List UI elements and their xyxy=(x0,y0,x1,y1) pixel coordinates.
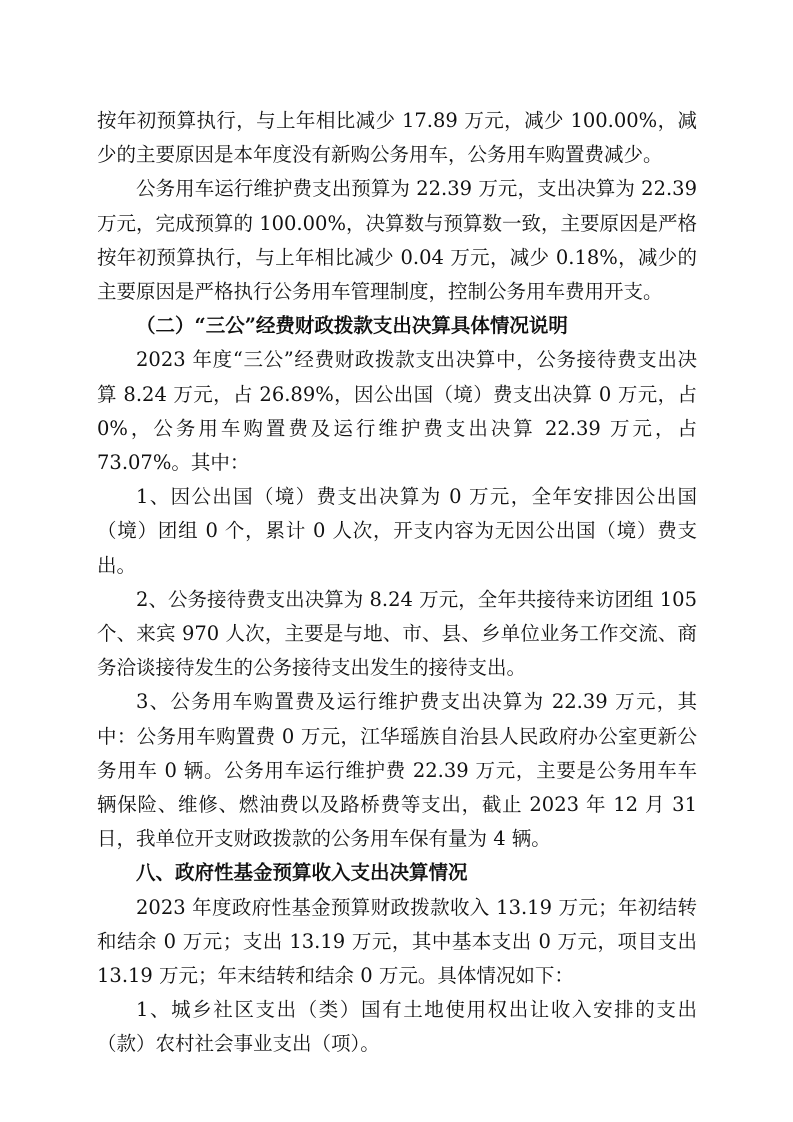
document-body xyxy=(97,104,697,1062)
paragraph-official-reception: 2、公务接待费支出决算为 8.24 万元，全年共接待来访团组 105 个、来宾 970 人次，主要是与地、市、县、乡单位业务工作交流、商务洽谈接待发生的公务接待支出发生的接待支出。 xyxy=(97,587,697,680)
paragraph-vehicle-maintenance: 公务用车运行维护费支出预算为 22.39 万元，支出决算为 22.39 万元，完成预算的 100.00%，决算数与预算数一致，主要原因是严格按年初预算执行，与上年相比减少 0.04 万元，减少 0.18%，减少的主要原因是严格执行公务用车管理制度，控制公务用车费用开支。 xyxy=(97,177,697,304)
paragraph-urban-rural-expenditure: 1、城乡社区支出（类）国有土地使用权出让收入安排的支出（款）农村社会事业支出（项）。 xyxy=(97,998,697,1056)
section-heading-government-fund: 八、政府性基金预算收入支出决算情况 xyxy=(136,861,468,885)
paragraph-overseas-travel: 1、因公出国（境）费支出决算为 0 万元，全年安排因公出国（境）团组 0 个，累计 0 人次，开支内容为无因公出国（境）费支出。 xyxy=(97,485,697,577)
paragraph-vehicle-purchase-conclusion: 按年初预算执行，与上年相比减少 17.89 万元，减少 100.00%，减少的主要原因是本年度没有新购公务用车，公务用车购置费减少。 xyxy=(97,109,697,167)
paragraph-official-vehicles: 3、公务用车购置费及运行维护费支出决算为 22.39 万元，其中：公务用车购置费 0 万元，江华瑶族自治县人民政府办公室更新公务用车 0 辆。公务用车运行维护费 22.39 万元，主要是公务用车车辆保险、维修、燃油费以及路桥费等支出，截止 2023 年 12 月 31 日，我单位开支财政拨款的公务用车保有量为 4 辆。 xyxy=(97,690,697,851)
paragraph-government-fund-summary: 2023 年度政府性基金预算财政拨款收入 13.19 万元；年初结转和结余 0 万元；支出 13.19 万元，其中基本支出 0 万元，项目支出 13.19 万元；年末结转和结余 0 万元。具体情况如下： xyxy=(97,895,697,988)
paragraph-three-public-summary: 2023 年度“三公”经费财政拨款支出决算中，公务接待费支出决算 8.24 万元，占 26.89%，因公出国（境）费支出决算 0 万元，占 0%，公务用车购置费及运行维护费支出决算 22.39 万元，占 73.07%。其中： xyxy=(97,348,697,475)
section-heading-three-public-details: （二）“三公”经费财政拨款支出决算具体情况说明 xyxy=(136,314,568,338)
